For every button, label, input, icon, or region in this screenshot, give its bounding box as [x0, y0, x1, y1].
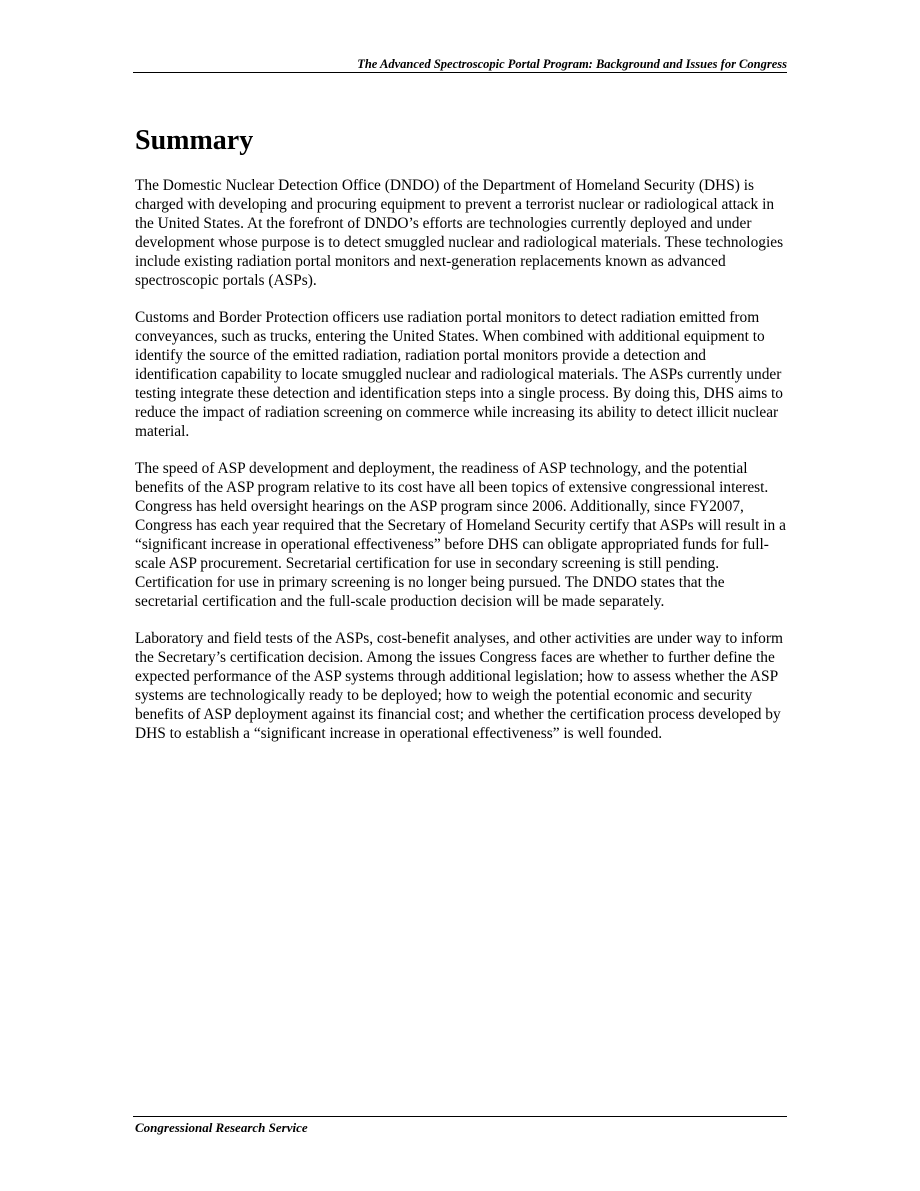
header-divider: [133, 72, 787, 73]
running-header: The Advanced Spectroscopic Portal Program: Background and Issues for Congress: [357, 57, 787, 71]
footer-divider: [133, 1116, 787, 1117]
paragraph-2: Customs and Border Protection officers use radiation portal monitors to detect radiation emitted from conveyances, such as trucks, entering the United States. When combined with additional equipment to identify the source of the emitted radiation, radiation portal monitors provide a detection and identification capability to locate smuggled nuclear and radiological materials. The ASPs currently under testing integrate these detection and identification steps into a single process. By doing this, DHS aims to reduce the impact of radiation screening on commerce while increasing its ability to detect illicit nuclear material.: [135, 309, 783, 440]
paragraph-1: The Domestic Nuclear Detection Office (DNDO) of the Department of Homeland Security (DHS) is charged with developing and procuring equipment to prevent a terrorist nuclear or radiological attack in the United States. At the forefront of DNDO’s efforts are technologies currently deployed and under development whose purpose is to detect smuggled nuclear and radiological materials. These technologies include existing radiation portal monitors and next-generation replacements known as advanced spectroscopic portals (ASPs).: [135, 177, 784, 289]
summary-body: [135, 176, 787, 761]
running-footer: Congressional Research Service: [135, 1120, 308, 1135]
paragraph-3: The speed of ASP development and deployment, the readiness of ASP technology, and the potential benefits of the ASP program relative to its cost have all been topics of extensive congressional interest. Congress has held oversight hearings on the ASP program since 2006. Additionally, since FY2007, Congress has each year required that the Secretary of Homeland Security certify that ASPs will result in a “significant increase in operational effectiveness” before DHS can obligate appropriated funds for full-scale ASP procurement. Secretarial certification for use in secondary screening is still pending. Certification for use in primary screening is no longer being pursued. The DNDO states that the secretarial certification and the full-scale production decision will be made separately.: [135, 460, 786, 610]
page-title: Summary: [135, 125, 254, 156]
paragraph-4: Laboratory and field tests of the ASPs, cost-benefit analyses, and other activities are under way to inform the Secretary’s certification decision. Among the issues Congress faces are whether to further define the expected performance of the ASP systems through additional legislation; how to assess whether the ASP systems are technologically ready to be deployed; how to weigh the potential economic and security benefits of ASP deployment against its financial cost; and whether the certification process developed by DHS to establish a “significant increase in operational effectiveness” is well founded.: [135, 630, 783, 742]
